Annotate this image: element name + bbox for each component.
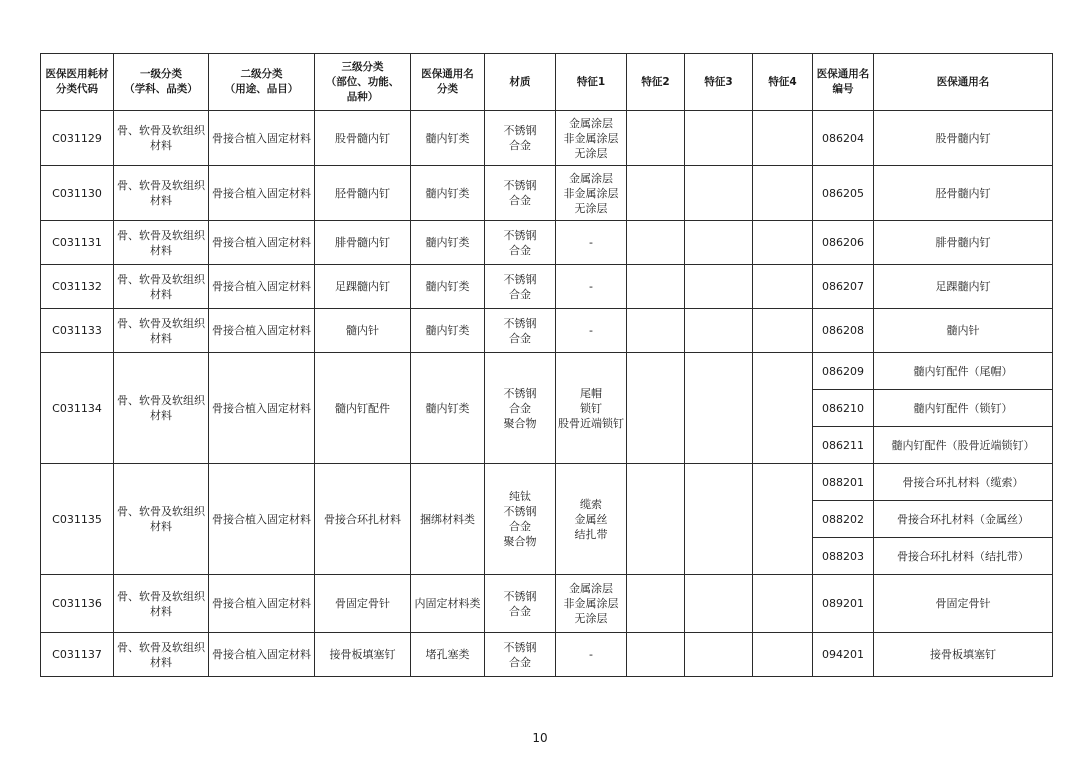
cell-feature4 — [753, 353, 813, 464]
cell-level1: 骨、软骨及软组织 材料 — [114, 221, 209, 265]
cell-feature1: - — [556, 309, 627, 353]
cell-material: 不锈钢 合金 — [485, 221, 556, 265]
cell-level1: 骨、软骨及软组织 材料 — [114, 464, 209, 575]
cell-feature2 — [627, 464, 685, 575]
classification-table — [40, 53, 1053, 677]
cell-feature2 — [627, 633, 685, 677]
header-row — [41, 54, 1053, 111]
cell-name-number: 086211 — [813, 427, 874, 464]
header-code: 医保医用耗材 分类代码 — [41, 54, 114, 111]
cell-common-name: 髓内钉配件（尾帽） — [874, 353, 1053, 390]
table-row — [41, 111, 1053, 166]
cell-category: 髓内钉类 — [411, 353, 485, 464]
cell-feature2 — [627, 166, 685, 221]
cell-level3: 骨固定骨针 — [315, 575, 411, 633]
header-feature1: 特征1 — [556, 54, 627, 111]
table-row — [41, 464, 1053, 501]
cell-feature1: 金属涂层 非金属涂层 无涂层 — [556, 166, 627, 221]
cell-code: C031129 — [41, 111, 114, 166]
header-level3: 三级分类 （部位、功能、 品种） — [315, 54, 411, 111]
header-material: 材质 — [485, 54, 556, 111]
cell-category: 堵孔塞类 — [411, 633, 485, 677]
cell-level3: 接骨板填塞钉 — [315, 633, 411, 677]
cell-level2: 骨接合植入固定材料 — [209, 166, 315, 221]
cell-level1: 骨、软骨及软组织 材料 — [114, 309, 209, 353]
cell-level1: 骨、软骨及软组织 材料 — [114, 265, 209, 309]
table-row — [41, 633, 1053, 677]
cell-category: 髓内钉类 — [411, 111, 485, 166]
cell-name-number: 088202 — [813, 501, 874, 538]
table-row — [41, 353, 1053, 390]
cell-material: 不锈钢 合金 — [485, 633, 556, 677]
cell-level1: 骨、软骨及软组织 材料 — [114, 353, 209, 464]
cell-feature1: - — [556, 221, 627, 265]
cell-feature1: - — [556, 633, 627, 677]
cell-code: C031135 — [41, 464, 114, 575]
cell-name-number: 086204 — [813, 111, 874, 166]
cell-material: 不锈钢 合金 — [485, 111, 556, 166]
cell-common-name: 胫骨髓内钉 — [874, 166, 1053, 221]
cell-common-name: 骨接合环扎材料（金属丝） — [874, 501, 1053, 538]
cell-code: C031132 — [41, 265, 114, 309]
cell-feature2 — [627, 265, 685, 309]
cell-feature2 — [627, 353, 685, 464]
cell-level2: 骨接合植入固定材料 — [209, 575, 315, 633]
header-name-number: 医保通用名 编号 — [813, 54, 874, 111]
cell-level3: 骨接合环扎材料 — [315, 464, 411, 575]
cell-feature3 — [685, 166, 753, 221]
cell-level3: 足踝髓内钉 — [315, 265, 411, 309]
cell-level1: 骨、软骨及软组织 材料 — [114, 111, 209, 166]
table-row — [41, 309, 1053, 353]
cell-level2: 骨接合植入固定材料 — [209, 221, 315, 265]
cell-feature2 — [627, 575, 685, 633]
cell-feature3 — [685, 633, 753, 677]
header-category: 医保通用名 分类 — [411, 54, 485, 111]
cell-material: 不锈钢 合金 — [485, 309, 556, 353]
table-body — [41, 111, 1053, 677]
cell-feature1: 金属涂层 非金属涂层 无涂层 — [556, 111, 627, 166]
cell-category: 髓内钉类 — [411, 309, 485, 353]
cell-feature3 — [685, 265, 753, 309]
cell-name-number: 088203 — [813, 538, 874, 575]
cell-feature1: 尾帽 锁钉 股骨近端锁钉 — [556, 353, 627, 464]
cell-level2: 骨接合植入固定材料 — [209, 111, 315, 166]
cell-feature3 — [685, 111, 753, 166]
cell-level3: 髓内针 — [315, 309, 411, 353]
cell-category: 髓内钉类 — [411, 221, 485, 265]
cell-code: C031131 — [41, 221, 114, 265]
page-number: 10 — [532, 731, 548, 745]
cell-feature1: 缆索 金属丝 结扎带 — [556, 464, 627, 575]
cell-level2: 骨接合植入固定材料 — [209, 265, 315, 309]
cell-level2: 骨接合植入固定材料 — [209, 464, 315, 575]
cell-name-number: 094201 — [813, 633, 874, 677]
cell-common-name: 骨接合环扎材料（缆索） — [874, 464, 1053, 501]
cell-code: C031136 — [41, 575, 114, 633]
cell-common-name: 骨固定骨针 — [874, 575, 1053, 633]
cell-common-name: 髓内针 — [874, 309, 1053, 353]
header-feature3: 特征3 — [685, 54, 753, 111]
cell-material: 纯钛 不锈钢 合金 聚合物 — [485, 464, 556, 575]
table-row — [41, 221, 1053, 265]
cell-code: C031134 — [41, 353, 114, 464]
cell-feature4 — [753, 111, 813, 166]
cell-common-name: 骨接合环扎材料（结扎带） — [874, 538, 1053, 575]
cell-feature2 — [627, 309, 685, 353]
cell-feature2 — [627, 221, 685, 265]
cell-common-name: 足踝髓内钉 — [874, 265, 1053, 309]
cell-feature1: 金属涂层 非金属涂层 无涂层 — [556, 575, 627, 633]
cell-feature4 — [753, 166, 813, 221]
table-row — [41, 265, 1053, 309]
cell-name-number: 089201 — [813, 575, 874, 633]
cell-feature4 — [753, 575, 813, 633]
cell-category: 髓内钉类 — [411, 265, 485, 309]
cell-feature4 — [753, 221, 813, 265]
cell-name-number: 086206 — [813, 221, 874, 265]
cell-level2: 骨接合植入固定材料 — [209, 353, 315, 464]
cell-code: C031130 — [41, 166, 114, 221]
cell-level3: 股骨髓内钉 — [315, 111, 411, 166]
cell-category: 内固定材料类 — [411, 575, 485, 633]
cell-level1: 骨、软骨及软组织 材料 — [114, 633, 209, 677]
cell-feature4 — [753, 464, 813, 575]
cell-code: C031137 — [41, 633, 114, 677]
table-row — [41, 575, 1053, 633]
cell-material: 不锈钢 合金 — [485, 265, 556, 309]
cell-level2: 骨接合植入固定材料 — [209, 309, 315, 353]
cell-name-number: 088201 — [813, 464, 874, 501]
cell-common-name: 髓内钉配件（锁钉） — [874, 390, 1053, 427]
cell-feature1: - — [556, 265, 627, 309]
table-row — [41, 166, 1053, 221]
header-common-name: 医保通用名 — [874, 54, 1053, 111]
cell-feature3 — [685, 464, 753, 575]
cell-level3: 胫骨髓内钉 — [315, 166, 411, 221]
header-level1: 一级分类 （学科、品类） — [114, 54, 209, 111]
header-feature2: 特征2 — [627, 54, 685, 111]
cell-material: 不锈钢 合金 — [485, 166, 556, 221]
cell-feature4 — [753, 633, 813, 677]
cell-category: 髓内钉类 — [411, 166, 485, 221]
cell-level3: 腓骨髓内钉 — [315, 221, 411, 265]
cell-common-name: 接骨板填塞钉 — [874, 633, 1053, 677]
cell-name-number: 086208 — [813, 309, 874, 353]
header-level2: 二级分类 （用途、品目） — [209, 54, 315, 111]
cell-level1: 骨、软骨及软组织 材料 — [114, 166, 209, 221]
cell-name-number: 086207 — [813, 265, 874, 309]
cell-name-number: 086210 — [813, 390, 874, 427]
cell-feature3 — [685, 309, 753, 353]
cell-level2: 骨接合植入固定材料 — [209, 633, 315, 677]
cell-material: 不锈钢 合金 — [485, 575, 556, 633]
header-feature4: 特征4 — [753, 54, 813, 111]
cell-feature3 — [685, 575, 753, 633]
cell-feature2 — [627, 111, 685, 166]
cell-feature3 — [685, 353, 753, 464]
cell-name-number: 086205 — [813, 166, 874, 221]
cell-common-name: 腓骨髓内钉 — [874, 221, 1053, 265]
cell-material: 不锈钢 合金 聚合物 — [485, 353, 556, 464]
cell-common-name: 股骨髓内钉 — [874, 111, 1053, 166]
cell-feature4 — [753, 309, 813, 353]
cell-category: 捆绑材料类 — [411, 464, 485, 575]
cell-level1: 骨、软骨及软组织 材料 — [114, 575, 209, 633]
cell-code: C031133 — [41, 309, 114, 353]
cell-level3: 髓内钉配件 — [315, 353, 411, 464]
cell-feature3 — [685, 221, 753, 265]
cell-name-number: 086209 — [813, 353, 874, 390]
cell-common-name: 髓内钉配件（股骨近端锁钉） — [874, 427, 1053, 464]
cell-feature4 — [753, 265, 813, 309]
